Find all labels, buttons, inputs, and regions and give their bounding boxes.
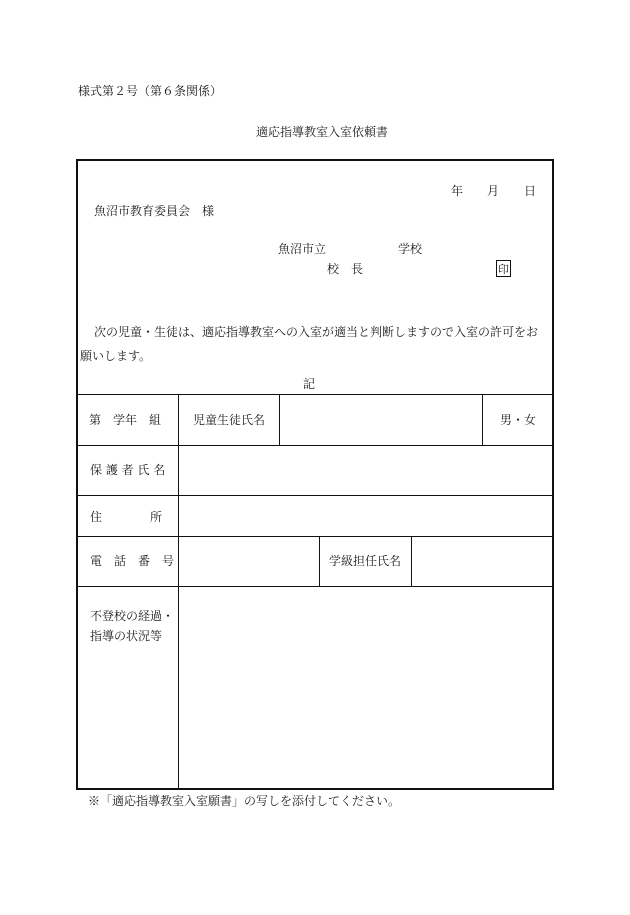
- gender-divider: [482, 394, 483, 445]
- teacher-label-right-divider: [411, 536, 412, 586]
- phone-label: 電 話 番 号: [90, 554, 175, 568]
- homeroom-teacher-label: 学級担任氏名: [329, 554, 402, 568]
- background-label-line2: 指導の状況等: [90, 629, 163, 643]
- footnote: ※「適応指導教室入室願書」の写しを添付してください。: [88, 794, 401, 808]
- city-school-prefix: 魚沼市立: [278, 242, 327, 256]
- label-column-divider: [178, 394, 179, 789]
- student-name-label: 児童生徒氏名: [193, 413, 266, 427]
- divider-row-2: [77, 495, 553, 496]
- document-title: 適応指導教室入室依頼書: [256, 125, 389, 139]
- seal-mark: 印: [496, 260, 511, 277]
- addressee: 魚沼市教育委員会 様: [94, 204, 215, 218]
- date-day: 日: [524, 184, 537, 198]
- teacher-label-left-divider: [319, 536, 320, 586]
- form-number: 様式第２号（第６条関係）: [78, 84, 223, 98]
- divider-row-1: [77, 445, 553, 446]
- name-label-divider: [279, 394, 280, 445]
- date-year: 年: [451, 184, 464, 198]
- grade-class-label: 第 学年 組: [89, 413, 162, 427]
- background-label-line1: 不登校の経過・: [90, 609, 175, 623]
- school-suffix: 学校: [398, 242, 423, 256]
- ki-label: 記: [303, 377, 316, 391]
- date-month: 月: [487, 184, 500, 198]
- address-label: 住 所: [90, 510, 163, 524]
- divider-row-3: [77, 536, 553, 537]
- guardian-name-label: 保 護 者 氏 名: [90, 463, 166, 477]
- principal-label: 校 長: [327, 262, 364, 276]
- request-text: 次の児童・生徒は、適応指導教室への入室が適当と判断しますので入室の許可をお願いします。: [80, 325, 539, 363]
- divider-row-4: [77, 586, 553, 587]
- gender-label: 男・女: [500, 413, 537, 427]
